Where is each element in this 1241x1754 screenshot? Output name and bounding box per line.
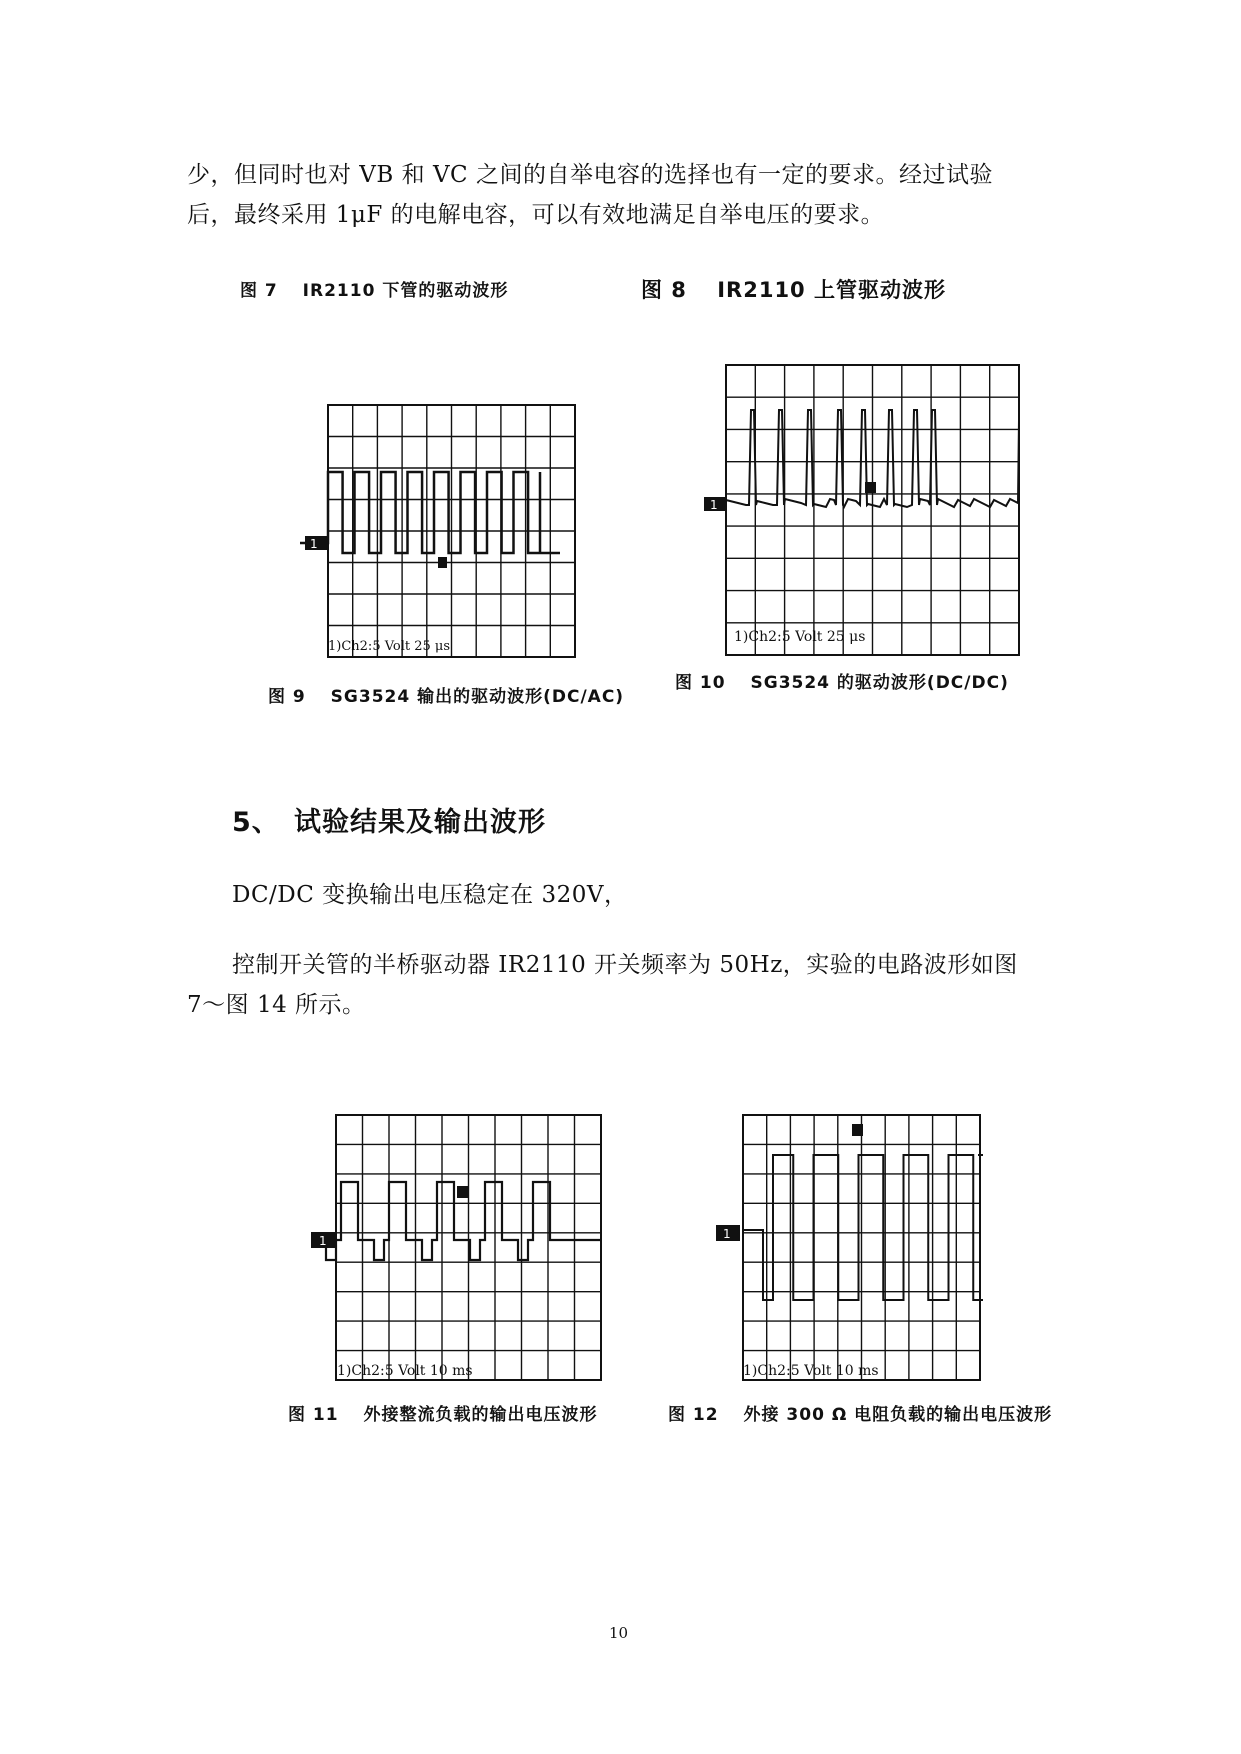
scope-label: 1)Ch2:5 Volt 10 ms: [337, 1363, 473, 1379]
oscilloscope-figure-9: [300, 400, 580, 660]
paragraph-line: 后，最终采用 1μF 的电解电容，可以有效地满足自举电压的要求。: [187, 202, 885, 228]
section-number: 5、: [232, 807, 280, 838]
page-number: 10: [609, 1624, 629, 1642]
paragraph-line: 少，但同时也对 VB 和 VC 之间的自举电容的选择也有一定的要求。经过试验: [187, 162, 993, 188]
channel-marker: 1: [319, 1234, 327, 1248]
paragraph-line: DC/DC 变换输出电压稳定在 320V，: [232, 882, 628, 908]
figure-10-caption: 图 10 SG3524 的驱动波形(DC/DC): [675, 673, 1009, 693]
channel-marker: 1: [723, 1227, 731, 1241]
channel-marker: 1: [710, 498, 718, 512]
figure-12-caption: 图 12 外接 300 Ω 电阻负载的输出电压波形: [668, 1405, 1053, 1425]
oscilloscope-figure-11: [311, 1110, 606, 1385]
oscilloscope-figure-12: [713, 1110, 983, 1385]
section-title: 试验结果及输出波形: [294, 807, 546, 838]
paragraph-line: 控制开关管的半桥驱动器 IR2110 开关频率为 50Hz，实验的电路波形如图: [232, 952, 1018, 978]
figure-9-caption: 图 9 SG3524 输出的驱动波形(DC/AC): [268, 687, 625, 707]
scope-label: 1)Ch2:5 Volt 10 ms: [743, 1363, 879, 1379]
figure-8-caption: 图 8 IR2110 上管驱动波形: [641, 278, 946, 302]
scope-label: 1)Ch2:5 Volt 25 μs: [328, 639, 451, 654]
channel-marker: 1: [310, 537, 318, 551]
oscilloscope-figure-10: [704, 360, 1024, 658]
figure-11-caption: 图 11 外接整流负载的输出电压波形: [288, 1405, 598, 1425]
scope-label: 1)Ch2:5 Volt 25 μs: [734, 629, 866, 645]
paragraph-line: 7～图 14 所示。: [187, 992, 366, 1018]
figure-7-caption: 图 7 IR2110 下管的驱动波形: [240, 281, 509, 301]
